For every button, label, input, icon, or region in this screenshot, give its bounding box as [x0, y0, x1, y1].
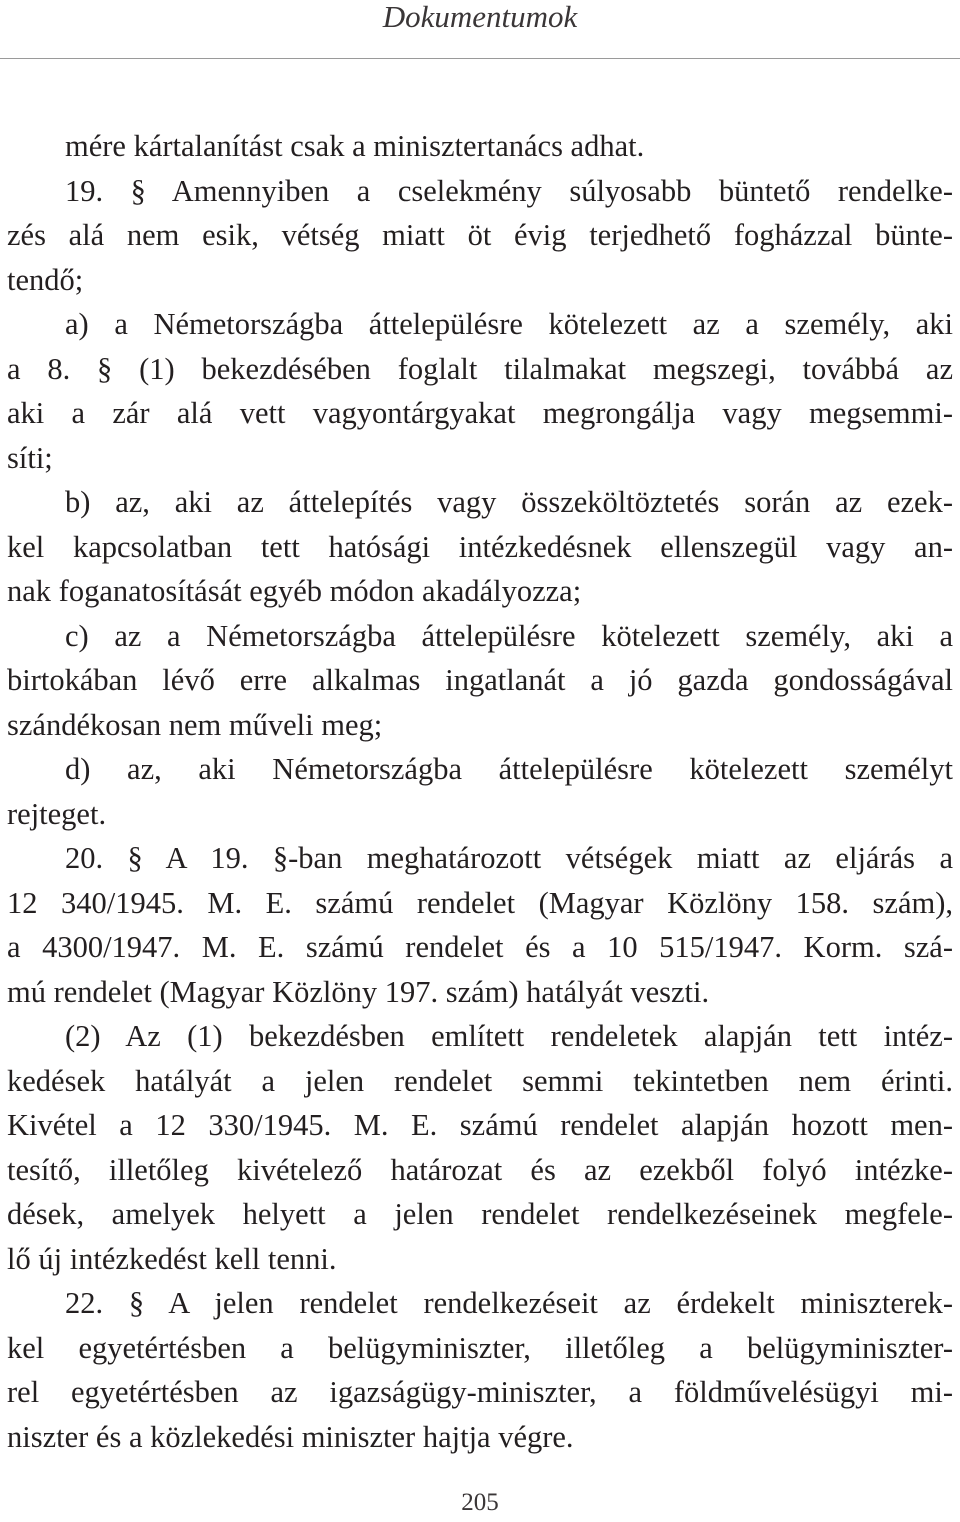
text-line: rejteget.	[7, 796, 107, 831]
text-line: szándékosan nem műveli meg;	[7, 707, 383, 742]
text-line: d) az, aki Németországba áttelepülésre kötelezett személyt	[65, 752, 953, 786]
text-line: Kivétel a 12 330/1945. M. E. számú rendelet alapján hozott men-	[7, 1108, 953, 1142]
text-line: aki a zár alá vett vagyontárgyakat megrongálja vagy megsemmi-	[7, 396, 953, 430]
text-line: rel egyetértésben az igazságügy-miniszter, a földművelésügyi mi-	[7, 1375, 953, 1409]
text-line: mú rendelet (Magyar Közlöny 197. szám) hatályát veszti.	[7, 974, 710, 1009]
text-line: (2) Az (1) bekezdésben említett rendeletek alapján tett intéz-	[65, 1019, 953, 1053]
text-line: 19. § Amennyiben a cselekmény súlyosabb büntető rendelke-	[65, 173, 953, 208]
text-line: c) az a Németországba áttelepülésre kötelezett személy, aki a	[65, 618, 953, 653]
text-line: mére kártalanítást csak a minisztertanács adhat.	[65, 129, 645, 163]
text-line: niszter és a közlekedési miniszter hajtja végre.	[7, 1419, 574, 1454]
text-line: a) a Németországba áttelepülésre kötelezett az a személy, aki	[65, 307, 953, 341]
page-number: 205	[461, 1489, 499, 1516]
text-line: tendő;	[7, 262, 84, 297]
text-line: a 4300/1947. M. E. számú rendelet és a 10 515/1947. Korm. szá-	[7, 930, 953, 964]
text-line: síti;	[7, 440, 53, 475]
text-line: lő új intézkedést kell tenni.	[7, 1241, 337, 1276]
running-head	[0, 0, 960, 59]
text-line: 20. § A 19. §-ban meghatározott vétségek miatt az eljárás a	[65, 841, 953, 875]
running-head-title: Dokumentumok	[382, 0, 578, 34]
text-line: 22. § A jelen rendelet rendelkezéseit az érdekelt miniszterek-	[65, 1286, 953, 1320]
text-line: 12 340/1945. M. E. számú rendelet (Magyar Közlöny 158. szám),	[7, 885, 953, 920]
text-line: kel kapcsolatban tett hatósági intézkedésnek ellenszegül vagy an-	[7, 529, 953, 564]
text-line: zés alá nem esik, vétség miatt öt évig terjedhető fogházzal bünte-	[7, 218, 953, 252]
text-line: tesítő, illetőleg kivételező határozat és az ezekből folyó intézke-	[7, 1152, 953, 1187]
text-line: kedések hatályát a jelen rendelet semmi tekintetben nem érinti.	[7, 1063, 953, 1098]
body-text	[7, 124, 953, 1459]
text-line: dések, amelyek helyett a jelen rendelet rendelkezéseinek megfele-	[7, 1197, 953, 1231]
text-line: nak foganatosítását egyéb módon akadályozza;	[7, 574, 582, 608]
text-line: birtokában lévő erre alkalmas ingatlanát a jó gazda gondosságával	[7, 663, 953, 697]
text-line: b) az, aki az áttelepítés vagy összeköltöztetés során az ezek-	[65, 485, 953, 519]
text-line: kel egyetértésben a belügyminiszter, illetőleg a belügyminiszter-	[7, 1330, 953, 1365]
text-line: a 8. § (1) bekezdésében foglalt tilalmakat megszegi, továbbá az	[7, 351, 953, 386]
